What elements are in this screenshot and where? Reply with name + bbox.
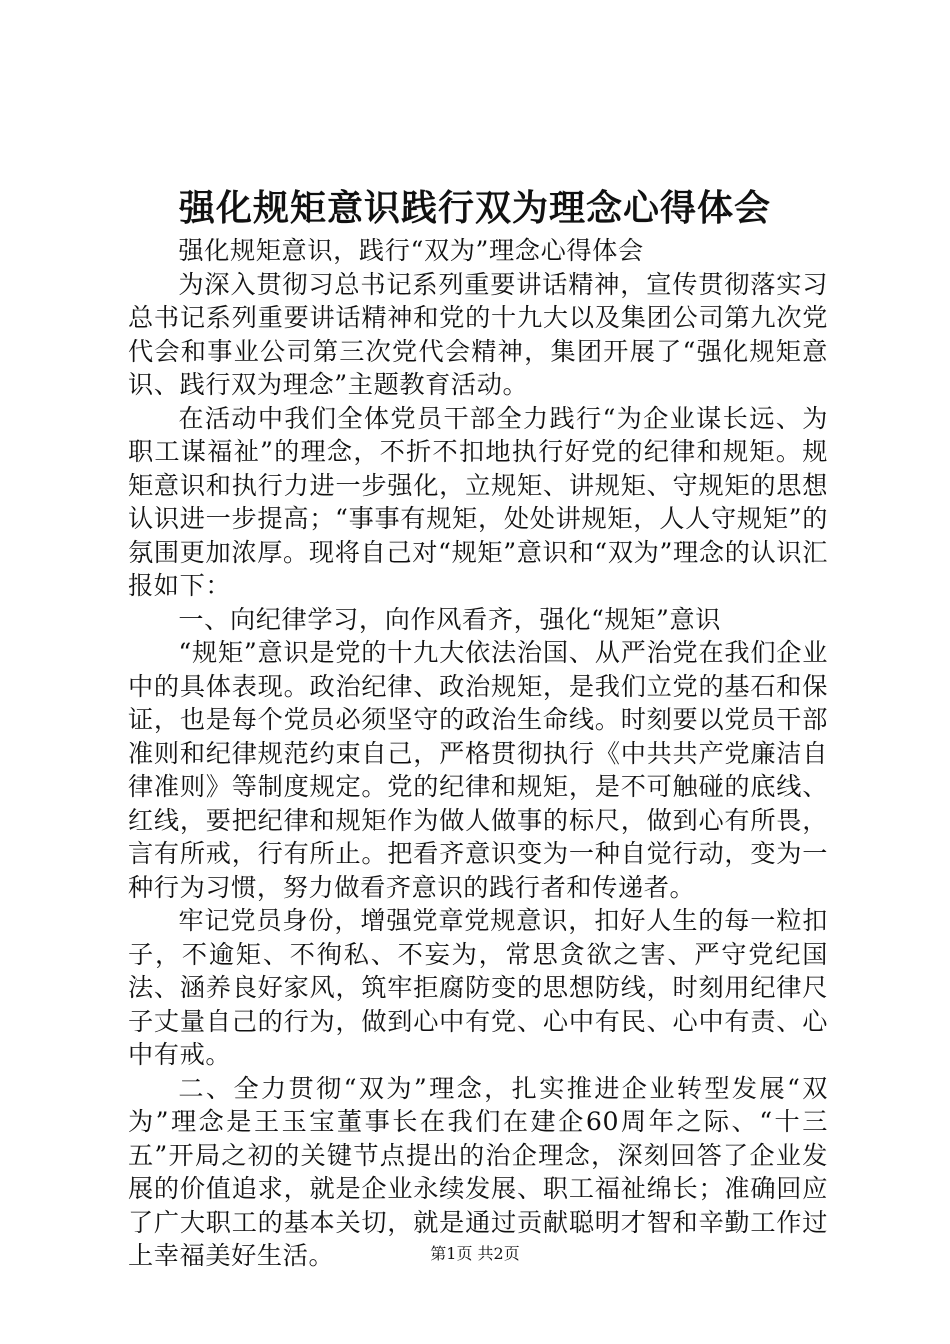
paragraph: 在活动中我们全体党员干部全力践行“为企业谋长远、为职工谋福祉”的理念，不折不扣地执行好党的纪律和规矩。规矩意识和执行力进一步强化，立规矩、讲规矩、守规矩的思想认识进一步提高；“事事有规矩，处处讲规矩，人人守规矩”的氛围更加浓厚。现将自己对“规矩”意识和“双为”理念的认识汇报如下： <box>128 403 829 600</box>
paragraph: 二、全力贯彻“双为”理念，扎实推进企业转型发展“双为”理念是王玉宝董事长在我们在建企60周年之际、“十三五”开局之初的关键节点提出的治企理念，深刻回答了企业发展的价值追求，就是企业永续发展、职工福祉绵长；准确回应了广大职工的基本关切，就是通过贡献聪明才智和辛勤工作过上幸福美好生活。 <box>128 1073 828 1270</box>
section-heading: 一、向纪律学习，向作风看齐，强化“规矩”意识 <box>178 604 722 634</box>
paragraph: 为深入贯彻习总书记系列重要讲话精神，宣传贯彻落实习总书记系列重要讲话精神和党的十九大以及集团公司第九次党代会和事业公司第三次党代会精神，集团开展了“强化规矩意识、践行双为理念”主题教育活动。 <box>128 269 828 399</box>
page-number-footer: 第1页 共2页 <box>430 1244 520 1263</box>
document-title: 强化规矩意识践行双为理念心得体会 <box>178 187 771 229</box>
paragraph: “规矩”意识是党的十九大依法治国、从严治党在我们企业中的具体表现。政治纪律、政治规矩，是我们立党的基石和保证，也是每个党员必须坚守的政治生命线。时刻要以党员干部准则和纪律规范约束自己，严格贯彻执行《中共共产党廉洁自律准则》等制度规定。党的纪律和规矩，是不可触碰的底线、红线，要把纪律和规矩作为做人做事的标尺，做到心有所畏，言有所戒，行有所止。把看齐意识变为一种自觉行动，变为一种行为习惯，努力做看齐意识的践行者和传递者。 <box>128 638 828 902</box>
paragraph: 牢记党员身份，增强党章党规意识，扣好人生的每一粒扣子，不逾矩、不徇私、不妄为，常思贪欲之害、严守党纪国法、涵养良好家风，筑牢拒腐防变的思想防线，时刻用纪律尺子丈量自己的行为，做到心中有党、心中有民、心中有责、心中有戒。 <box>128 906 828 1069</box>
document-body <box>128 234 828 1273</box>
paragraph: 强化规矩意识，践行“双为”理念心得体会 <box>178 236 644 265</box>
